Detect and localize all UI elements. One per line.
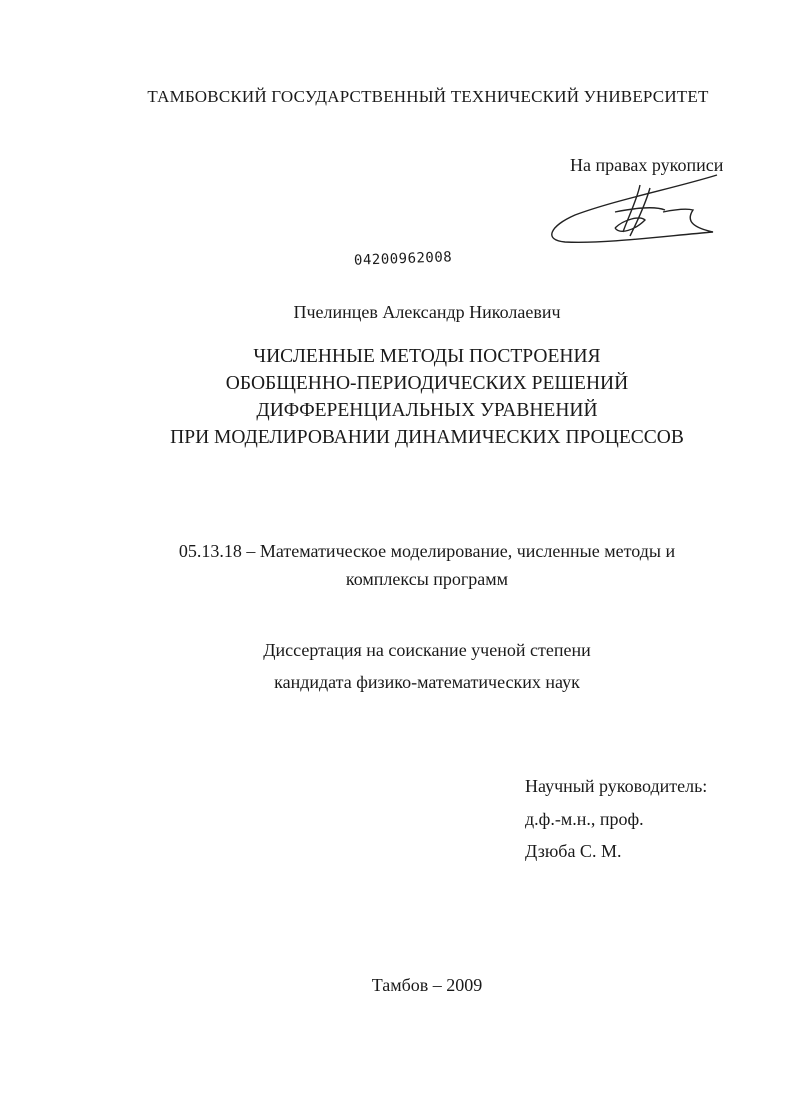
specialty-line: 05.13.18 – Математическое моделирование, численные методы и — [178, 541, 676, 561]
supervisor-label: Научный руководитель: — [525, 776, 708, 796]
handwritten-signature — [545, 170, 725, 250]
title-line: ЧИСЛЕННЫЕ МЕТОДЫ ПОСТРОЕНИЯ — [253, 346, 601, 367]
supervisor-degree: д.ф.-м.н., проф. — [525, 809, 644, 829]
specialty-line: комплексы программ — [345, 569, 509, 589]
manuscript-note: На правах рукописи — [570, 155, 724, 175]
degree-line: Диссертация на соискание ученой степени — [263, 640, 591, 660]
title-line: ПРИ МОДЕЛИРОВАНИИ ДИНАМИЧЕСКИХ ПРОЦЕССОВ — [170, 427, 684, 448]
supervisor-name: Дзюба С. М. — [525, 841, 622, 861]
title-line: ДИФФЕРЕНЦИАЛЬНЫХ УРАВНЕНИЙ — [256, 400, 598, 421]
author-name: Пчелинцев Александр Николаевич — [293, 302, 561, 322]
place-year: Тамбов – 2009 — [371, 975, 483, 995]
university-name: ТАМБОВСКИЙ ГОСУДАРСТВЕННЫЙ ТЕХНИЧЕСКИЙ УНИВЕРСИТЕТ — [147, 87, 709, 106]
title-line: ОБОБЩЕННО-ПЕРИОДИЧЕСКИХ РЕШЕНИЙ — [225, 373, 629, 394]
registration-number: 04200962008 — [353, 249, 453, 269]
degree-line: кандидата физико-математических наук — [274, 672, 580, 692]
